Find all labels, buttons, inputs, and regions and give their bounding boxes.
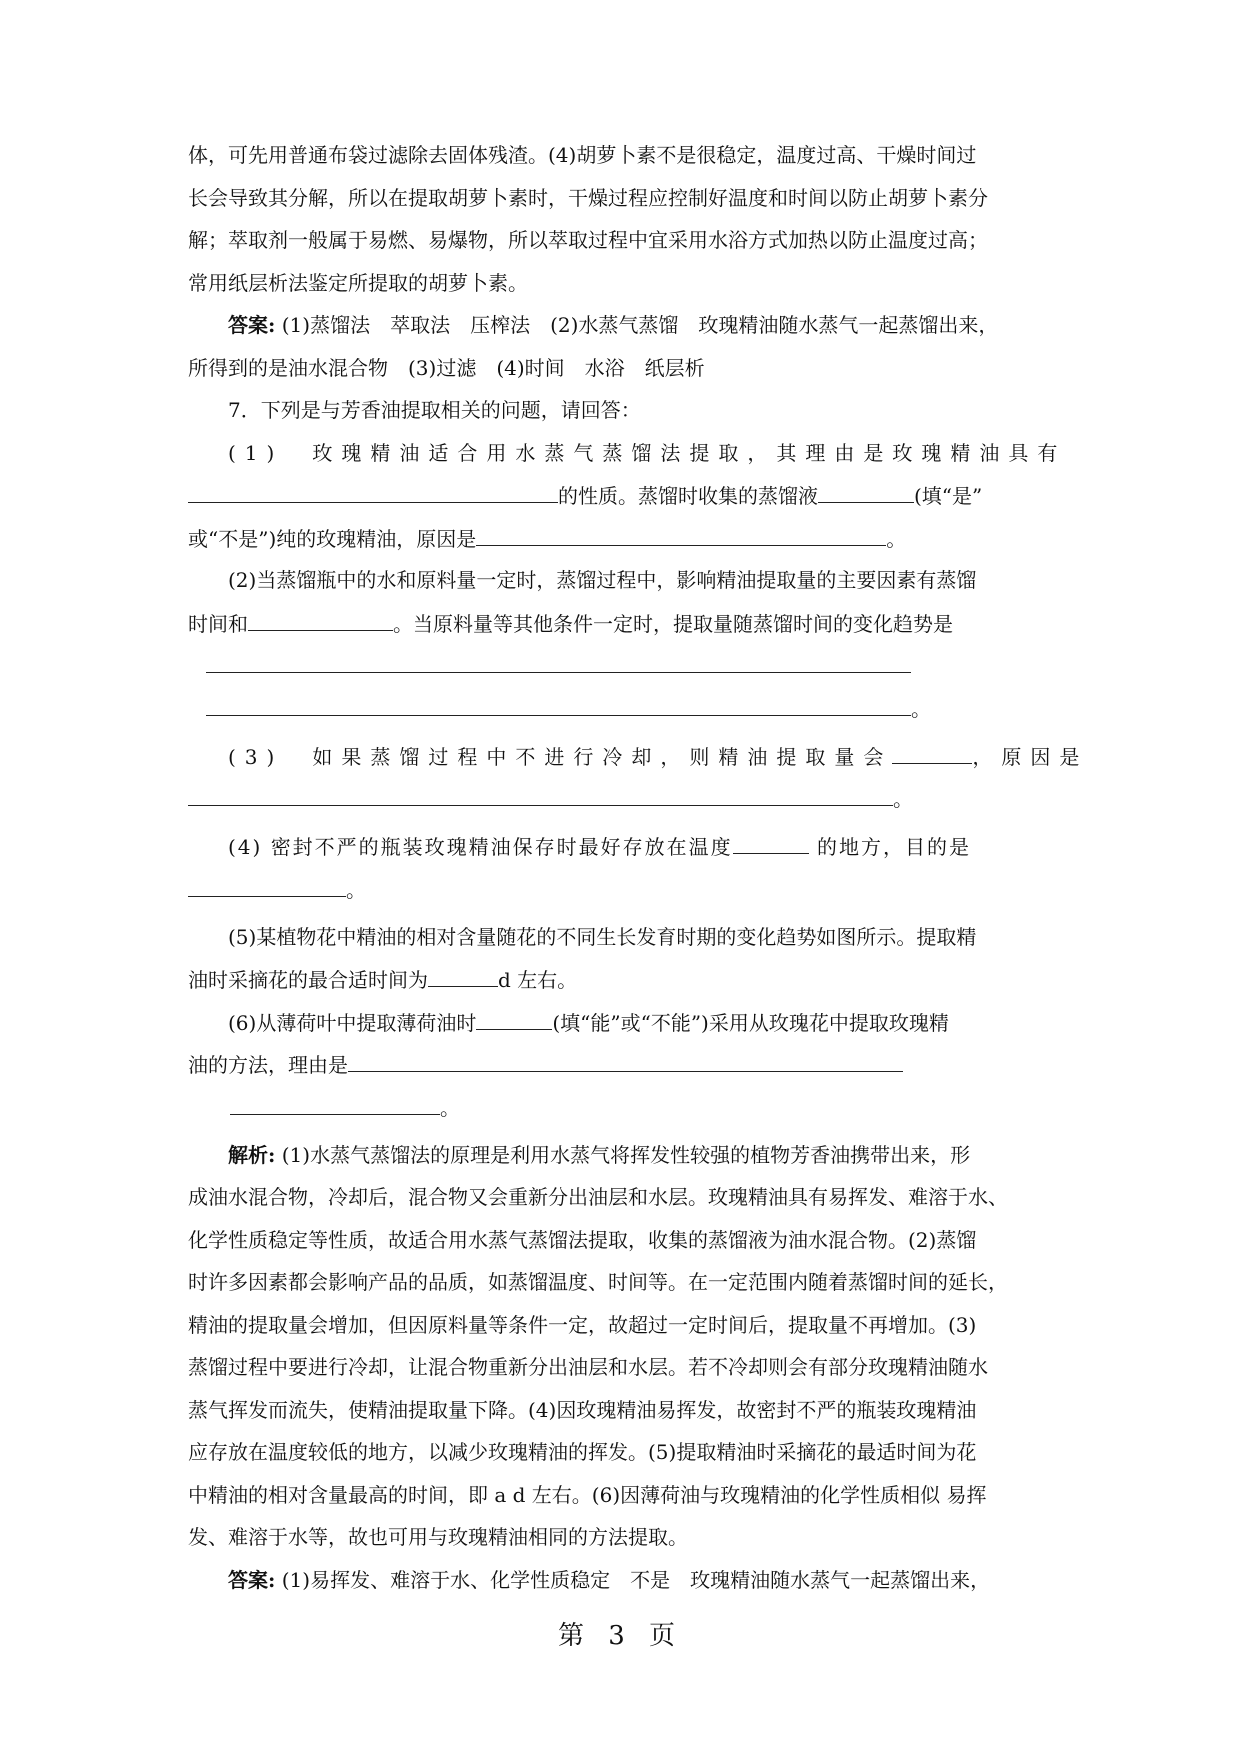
explanation-line: 中精油的相对含量最高的时间，即 a d 左右。(6)因薄荷油与玫瑰精油的化学性质相似 易挥	[188, 1482, 987, 1507]
explanation-line: 精油的提取量会增加，但因原料量等条件一定，故超过一定时间后，提取量不再增加。(3)	[188, 1312, 977, 1337]
prev-answer-text: (1)蒸馏法 萃取法 压榨法 (2)水蒸气蒸馏 玫瑰精油随水蒸气一起蒸馏出来，	[275, 313, 999, 337]
q7-part1-line: (1) 玫瑰精油适合用水蒸气蒸馏法提取，其理由是玫瑰精油具有	[228, 440, 1067, 465]
q7-part5-line: (5)某植物花中精油的相对含量随花的不同生长发育时期的变化趋势如图所示。提取精	[228, 924, 977, 949]
q7-part2-line: (2)当蒸馏瓶中的水和原料量一定时，蒸馏过程中，影响精油提取量的主要因素有蒸馏	[228, 568, 977, 592]
q7-text: 。	[893, 787, 913, 811]
prev-explanation-line: 体，可先用普通布袋过滤除去固体残渣。(4)胡萝卜素不是很稳定，温度过高、干燥时间过	[188, 143, 977, 167]
q7-part2-line	[188, 650, 1068, 680]
q7-text: 的性质。蒸馏时收集的蒸馏液	[558, 484, 818, 508]
q7-text: 。	[886, 526, 907, 551]
answer-label: 答案:	[228, 1567, 276, 1592]
page-number-footer: 第 3 页	[557, 1621, 684, 1651]
q7-part4-line	[188, 831, 1068, 861]
prev-answer-label: 答案:	[228, 313, 276, 337]
q7-text: 的地方，目的是	[808, 835, 972, 859]
answer-blank	[188, 480, 558, 503]
explanation-line: 化学性质稳定等性质，故适合用水蒸气蒸馏法提取，收集的蒸馏液为油水混合物。(2)蒸馏	[188, 1227, 977, 1252]
answer-blank	[206, 693, 911, 716]
q7-part2-line	[188, 693, 1068, 723]
explanation-text: (1)水蒸气蒸馏法的原理是利用水蒸气将挥发性较强的植物芳香油携带出来，形	[275, 1142, 971, 1167]
answer-blank	[892, 741, 972, 764]
prev-answer-line	[188, 310, 1068, 340]
q7-part1-line	[188, 480, 1068, 510]
prev-explanation-line: 解；萃取剂一般属于易燃、易爆物，所以萃取过程中宜采用水浴方式加热以防止温度过高；	[188, 228, 988, 252]
q7-text: 。	[440, 1095, 460, 1120]
q7-text: 油时采摘花的最合适时间为	[188, 968, 428, 992]
prev-explanation-line: 长会导致其分解，所以在提取胡萝卜素时，干燥过程应控制好温度和时间以防止胡萝卜素分	[188, 185, 988, 210]
q7-part1-line	[188, 523, 1068, 553]
q7-part6-line	[188, 1007, 1068, 1037]
q7-text: 时间和	[188, 611, 248, 636]
question-stem: 7．下列是与芳香油提取相关的问题，请回答：	[228, 398, 641, 422]
document-page	[188, 140, 1089, 1607]
q7-text: 。当原料量等其他条件一定时，提取量随蒸馏时间的变化趋势是	[393, 611, 953, 636]
answer-blank	[476, 523, 886, 546]
q7-text: 油的方法，理由是	[188, 1053, 348, 1077]
q7-text: 。	[911, 696, 931, 721]
q7-part3-line	[188, 783, 1068, 813]
prev-explanation-line: 常用纸层析法鉴定所提取的胡萝卜素。	[188, 270, 528, 295]
explanation-line: 发、难溶于水等，故也可用与玫瑰精油相同的方法提取。	[188, 1525, 688, 1549]
q7-text: (6)从薄荷叶中提取薄荷油时	[228, 1010, 477, 1035]
answer-blank	[206, 650, 911, 673]
q7-text: 。	[346, 877, 366, 902]
answer-blank	[428, 964, 498, 987]
q7-part6-line	[188, 1049, 1068, 1079]
q7-part3-line	[188, 741, 1089, 771]
q7-text: d 左右。	[498, 968, 578, 992]
explanation-label: 解析:	[228, 1142, 276, 1167]
q7-part2-line	[188, 608, 1068, 638]
q7-text: (填“是”	[914, 484, 983, 508]
q7-part5-line	[188, 964, 1068, 994]
q7-text: (填“能”或“不能”)采用从玫瑰花中提取玫瑰精	[552, 1010, 949, 1035]
q7-text: 或“不是”)纯的玫瑰精油，原因是	[188, 526, 477, 551]
answer-blank	[188, 783, 893, 806]
explanation-line: 时许多因素都会影响产品的品质，如蒸馏温度、时间等。在一定范围内随着蒸馏时间的延长，	[188, 1270, 1008, 1294]
answer-line	[188, 1565, 1068, 1595]
answer-text: (1)易挥发、难溶于水、化学性质稳定 不是 玫瑰精油随水蒸气一起蒸馏出来，	[275, 1567, 991, 1592]
explanation-line: 成油水混合物，冷却后，混合物又会重新分出油层和水层。玫瑰精油具有易挥发、难溶于水、	[188, 1185, 1008, 1209]
explanation-line: 应存放在温度较低的地方，以减少玫瑰精油的挥发。(5)提取精油时采摘花的最适时间为花	[188, 1440, 977, 1464]
explanation-line: 蒸气挥发而流失，使精油提取量下降。(4)因玫瑰精油易挥发，故密封不严的瓶装玫瑰精油	[188, 1397, 977, 1422]
answer-blank	[188, 874, 346, 897]
q7-part6-line	[188, 1092, 1068, 1122]
answer-blank	[248, 608, 393, 631]
explanation-line	[188, 1140, 1068, 1170]
answer-blank	[476, 1007, 552, 1030]
q7-text: (3) 如果蒸馏过程中不进行冷却，则精油提取量会	[228, 744, 893, 769]
answer-blank	[733, 831, 809, 854]
answer-blank	[230, 1092, 440, 1115]
prev-answer-line: 所得到的是油水混合物 (3)过滤 (4)时间 水浴 纸层析	[188, 355, 705, 380]
q7-text: ，原因是	[972, 744, 1089, 769]
answer-blank	[348, 1049, 903, 1072]
answer-blank	[818, 480, 914, 503]
q7-part4-line	[188, 874, 1068, 904]
q7-text: (4) 密封不严的瓶装玫瑰精油保存时最好存放在温度	[228, 835, 733, 859]
explanation-line: 蒸馏过程中要进行冷却，让混合物重新分出油层和水层。若不冷却则会有部分玫瑰精油随水	[188, 1355, 988, 1379]
